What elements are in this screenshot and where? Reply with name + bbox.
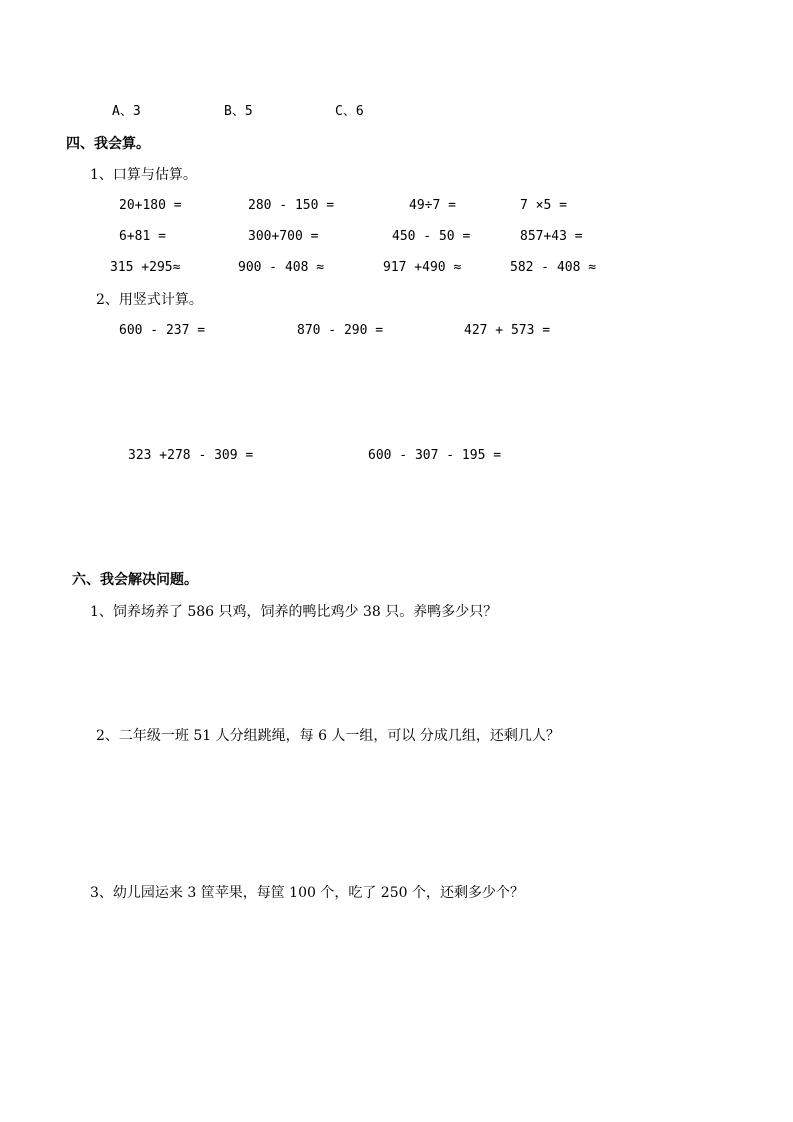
estimate-item: 917 +490 ≈ — [383, 260, 462, 275]
oral-item: 6+81 = — [119, 229, 166, 244]
choice-b: B、5 — [224, 104, 253, 119]
vertical-calc-item: 427 + 573 = — [464, 323, 551, 338]
section-4-title: 四、我会算。 — [66, 136, 150, 152]
oral-item: 450 - 50 = — [392, 229, 471, 244]
oral-item: 49÷7 = — [409, 198, 456, 213]
vertical-calc-item: 600 - 237 = — [119, 323, 206, 338]
word-problem-2: 2、二年级一班 51 人分组跳绳，每 6 人一组，可以 分成几组，还剩几人？ — [96, 728, 560, 744]
vertical-calc-item: 870 - 290 = — [297, 323, 384, 338]
oral-item: 20+180 = — [119, 198, 182, 213]
oral-item: 857+43 = — [520, 229, 583, 244]
oral-calc-title: 1、口算与估算。 — [90, 167, 197, 183]
vertical-calc-item: 600 - 307 - 195 = — [368, 448, 502, 463]
oral-item: 280 - 150 = — [248, 198, 335, 213]
oral-item: 7 ×5 = — [520, 198, 567, 213]
word-problem-1: 1、饲养场养了 586 只鸡，饲养的鸭比鸡少 38 只。养鸭多少只？ — [90, 604, 498, 620]
estimate-item: 315 +295≈ — [110, 260, 181, 275]
word-problem-3: 3、幼儿园运来 3 筐苹果，每筐 100 个，吃了 250 个，还剩多少个？ — [90, 885, 524, 901]
section-6-title: 六、我会解决问题。 — [72, 572, 198, 588]
oral-item: 300+700 = — [248, 229, 319, 244]
choice-c: C、6 — [335, 104, 364, 119]
estimate-item: 582 - 408 ≈ — [510, 260, 597, 275]
vertical-calc-title: 2、用竖式计算。 — [96, 292, 203, 308]
estimate-item: 900 - 408 ≈ — [238, 260, 325, 275]
vertical-calc-item: 323 +278 - 309 = — [128, 448, 254, 463]
choice-a: A、3 — [112, 104, 141, 119]
